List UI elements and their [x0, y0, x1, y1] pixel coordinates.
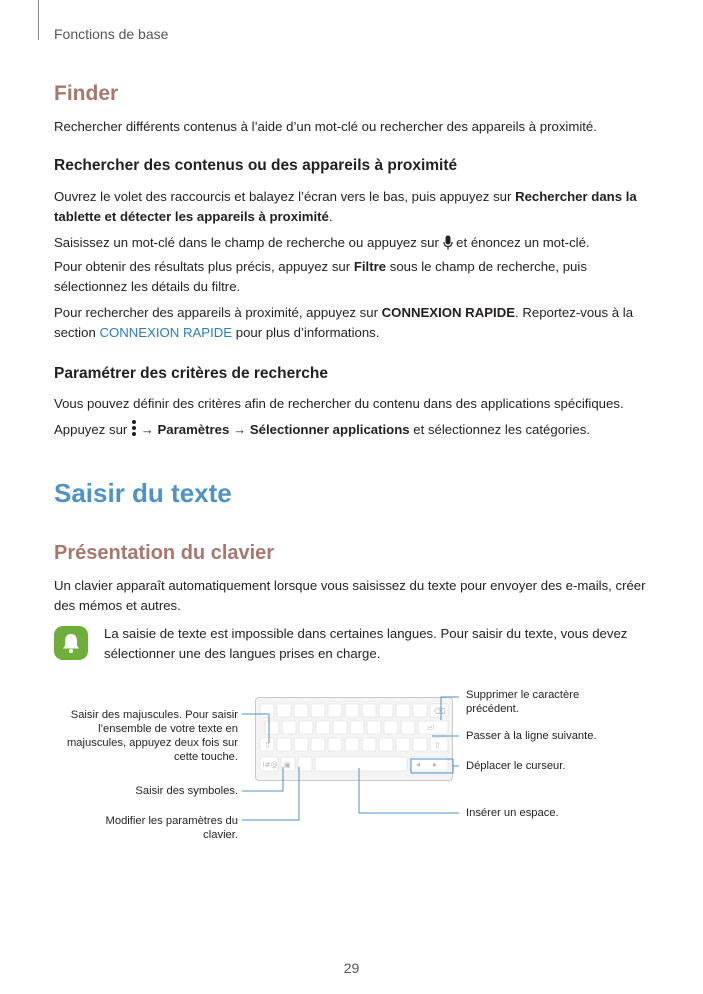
callout-symbols: Saisir des symboles. [135, 785, 238, 797]
criteria-title: Paramétrer des critères de recherche [54, 365, 328, 382]
select-apps-option: Sélectionner applications [249, 422, 410, 437]
svg-text:◂: ◂ [416, 760, 421, 769]
svg-text:!#@: !#@ [262, 761, 278, 769]
quick-connect-option: CONNEXION RAPIDE [381, 305, 516, 320]
criteria-para-1: Vous pouvez définir des critères afin de rechercher du contenu dans des applications spécifiques. [54, 396, 624, 411]
quick-connect-link[interactable]: CONNEXION RAPIDE [99, 325, 233, 340]
callout-cursor: Déplacer le curseur. [466, 760, 566, 772]
keyboard-overview-para: Un clavier apparaît automatiquement lorsque vous saisissez du texte pour envoyer des e-mails, créer des mémos et autres. [54, 578, 646, 613]
search-nearby-title: Rechercher des contenus ou des appareils à proximité [54, 157, 458, 174]
search-nearby-para-1: Ouvrez le volet des raccourcis et balayez l’écran vers le bas, puis appuyez sur Rechercher dans la tablette et détecter les appareils à proximité. [54, 189, 637, 224]
callout-delete: Supprimer le caractère précédent. [466, 689, 580, 715]
page-number: 29 [343, 960, 360, 976]
svg-text:⏎: ⏎ [427, 724, 434, 733]
filter-option: Filtre [353, 259, 387, 274]
svg-text:⇧: ⇧ [434, 741, 441, 750]
text-input-title: Saisir du texte [54, 478, 232, 508]
search-tablet-option: Rechercher dans la tablette et détecter les appareils à proximité [54, 189, 637, 224]
svg-text:▸: ▸ [433, 760, 438, 769]
callout-caps: Saisir des majuscules. Pour saisir l’ensemble de votre texte en majuscules, appuyez deux fois sur cette touche. [66, 709, 238, 763]
search-nearby-para-3: Pour obtenir des résultats plus précis, appuyez sur Filtre sous le champ de recherche, puis sélectionnez les détails du filtre. [54, 259, 587, 294]
search-nearby-para-2: Saisissez un mot-clé dans le champ de recherche ou appuyez sur et énoncez un mot-clé. [54, 235, 590, 250]
search-nearby-para-4: Pour rechercher des appareils à proximité, appuyez sur CONNEXION RAPIDE. Reportez-vous à la section CONNEXION RAPIDE pour plus d’informations. [54, 305, 634, 340]
svg-text:⌫: ⌫ [434, 707, 446, 716]
callout-settings: Modifier les paramètres du clavier. [105, 815, 238, 841]
finder-title: Finder [54, 82, 119, 105]
keyboard-overview-title: Présentation du clavier [54, 542, 275, 564]
criteria-para-2: Appuyez sur → Paramètres → Sélectionner applications et sélectionnez les catégories. [54, 419, 654, 440]
settings-option: Paramètres [157, 422, 230, 437]
callout-newline: Passer à la ligne suivante. [466, 730, 597, 742]
svg-text:▣: ▣ [284, 761, 291, 769]
svg-text:⇧: ⇧ [264, 741, 271, 750]
section-header: Fonctions de base [54, 26, 169, 42]
callout-space: Insérer un espace. [466, 807, 559, 819]
note-text: La saisie de texte est impossible dans certaines langues. Pour saisir du texte, vous devez sélectionner une des langues prises en charge. [104, 626, 628, 661]
finder-intro: Rechercher différents contenus à l’aide d’un mot-clé ou rechercher des appareils à proximité. [54, 119, 597, 134]
